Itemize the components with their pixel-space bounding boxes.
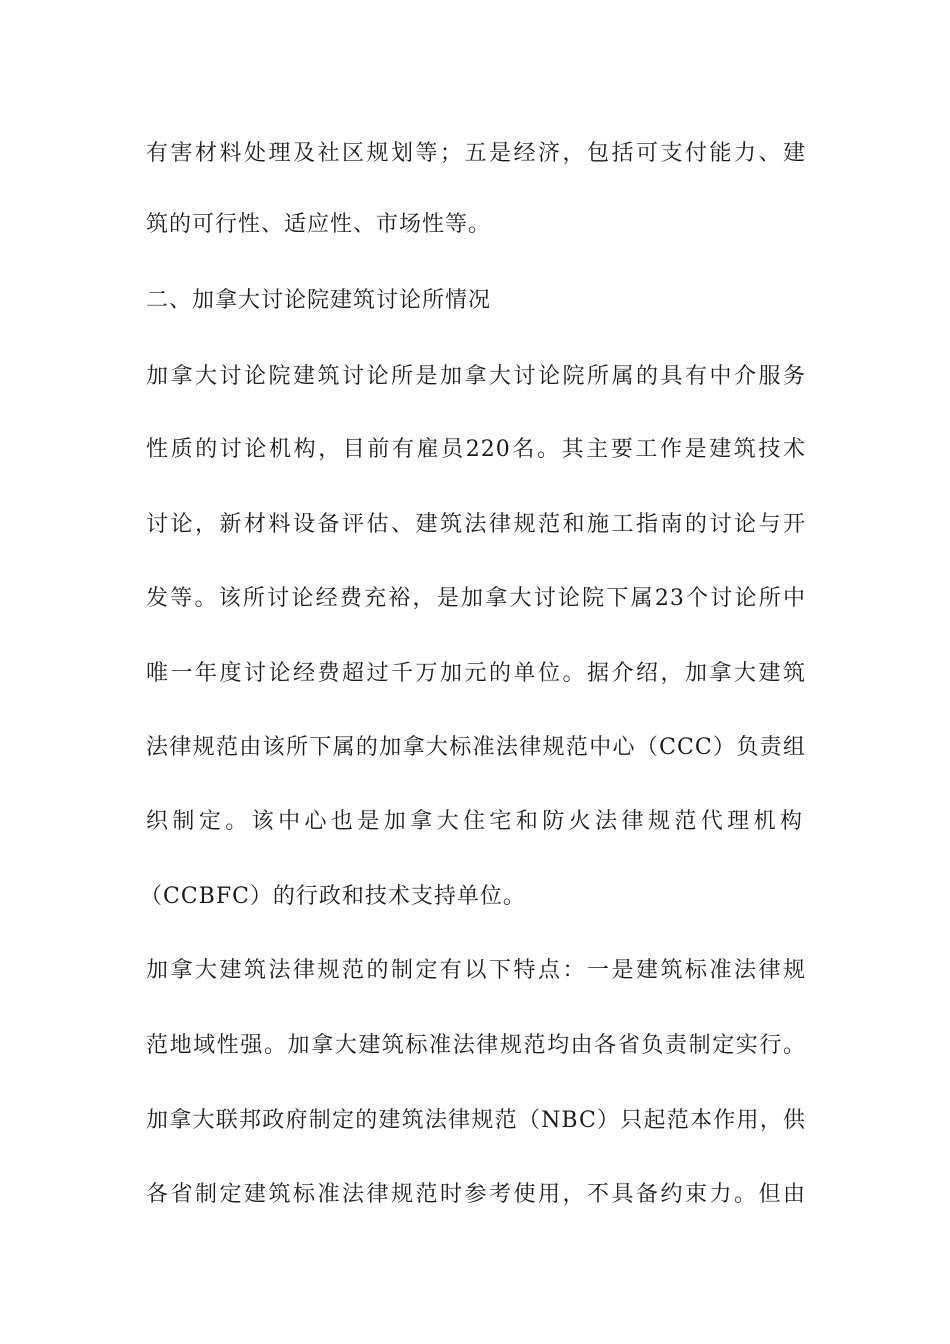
paragraph-line-1: 有害材料处理及社区规划等；五是经济，包括可支付能力、建	[146, 141, 806, 166]
paragraph-line-2: 筑的可行性、适应性、市场性等。	[146, 212, 492, 237]
paragraph-line-15: 各省制定建筑标准法律规范时参考使用，不具备约束力。但由	[146, 1182, 806, 1207]
paragraph-line-9: 法律规范由该所下属的加拿大标准法律规范中心（CCC）负责组	[146, 735, 806, 760]
paragraph-line-12: 加拿大建筑法律规范的制定有以下特点：一是建筑标准法律规	[146, 958, 806, 983]
paragraph-line-14: 加拿大联邦政府制定的建筑法律规范（NBC）只起范本作用，供	[146, 1108, 806, 1133]
paragraph-line-10: 织制定。该中心也是加拿大住宅和防火法律规范代理机构	[146, 809, 806, 834]
paragraph-line-6: 讨论，新材料设备评估、建筑法律规范和施工指南的讨论与开	[146, 512, 806, 537]
section-heading: 二、加拿大讨论院建筑讨论所情况	[146, 288, 492, 313]
paragraph-line-4: 加拿大讨论院建筑讨论所是加拿大讨论院所属的具有中介服务	[146, 364, 806, 389]
paragraph-line-5: 性质的讨论机构，目前有雇员220名。其主要工作是建筑技术	[146, 437, 806, 462]
paragraph-line-11: （CCBFC）的行政和技术支持单位。	[140, 884, 526, 909]
paragraph-line-8: 唯一年度讨论经费超过千万加元的单位。据介绍，加拿大建筑	[146, 661, 806, 686]
paragraph-line-13: 范地域性强。加拿大建筑标准法律规范均由各省负责制定实行。	[146, 1033, 806, 1058]
paragraph-line-7: 发等。该所讨论经费充裕，是加拿大讨论院下属23个讨论所中	[146, 586, 806, 611]
